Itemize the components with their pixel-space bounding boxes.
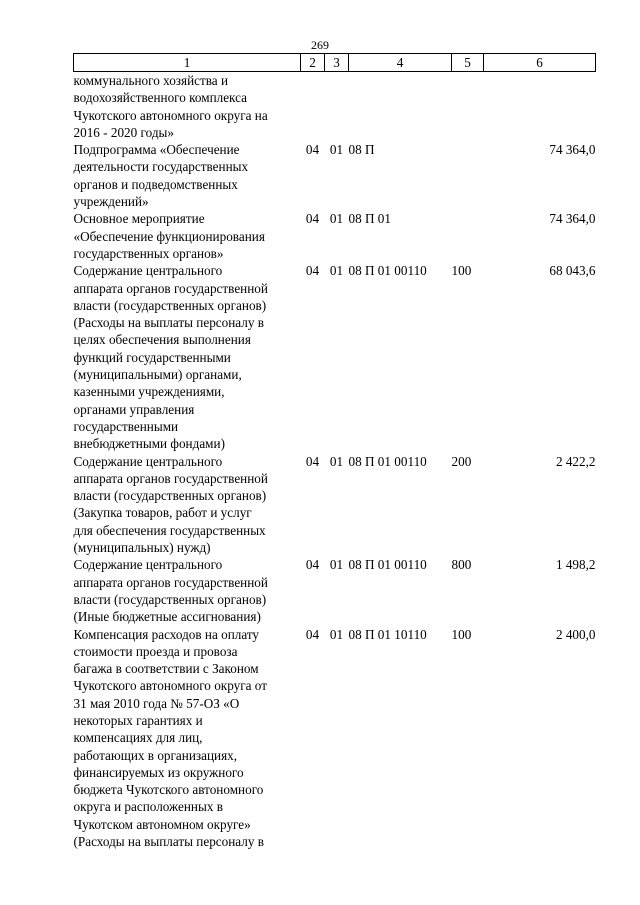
row-target: 08 П 01 00110 [348, 557, 427, 573]
column-header-name: 1 [74, 54, 301, 72]
row-amount: 1 498,2 [555, 557, 596, 573]
row-name: Основное мероприятие «Обеспечение функционирования государственных органов» [73, 211, 265, 261]
row-name: Содержание центрального аппарата органов государственной власти (государственных органов) (Иные бюджетные ассигнования) [73, 557, 268, 625]
row-target [349, 72, 452, 142]
row-expense-type [452, 141, 484, 210]
row-subsection: 01 [329, 142, 344, 158]
page-number: 269 [311, 38, 329, 52]
row-subsection [325, 72, 349, 142]
row-amount: 74 364,0 [549, 142, 596, 158]
row-amount: 74 364,0 [549, 211, 596, 227]
table-row [74, 626, 596, 851]
row-section: 04 [305, 557, 320, 573]
table-row [74, 453, 596, 557]
row-subsection: 01 [329, 453, 344, 469]
row-name: Содержание центрального аппарата органов государственной власти (государственных органов) (Закупка товаров, работ и услуг для обеспечения государственных (муниципальных) нужд) [73, 453, 268, 556]
row-expense-type: 200 [451, 453, 472, 469]
table-header-row [74, 54, 596, 72]
row-amount [484, 72, 596, 142]
column-header-subsection: 3 [325, 54, 349, 72]
row-amount: 2 422,2 [555, 453, 596, 469]
row-subsection: 01 [329, 211, 344, 227]
row-expense-type: 100 [451, 626, 472, 642]
row-section: 04 [305, 263, 320, 279]
column-header-target: 4 [349, 54, 452, 72]
row-amount: 68 043,6 [549, 263, 596, 279]
row-section: 04 [305, 453, 320, 469]
row-name: Содержание центрального аппарата органов государственной власти (государственных органов) (Расходы на выплаты персоналу в целях обеспечения выполнения функций государственными (муниципальными) органами, казенными учреждениями, органами управления государственными внебюджетными фондами) [73, 263, 268, 452]
row-target: 08 П 01 00110 [348, 453, 427, 469]
budget-table [73, 53, 596, 850]
row-section: 04 [305, 211, 320, 227]
row-expense-type [452, 72, 484, 142]
row-section: 04 [305, 142, 320, 158]
row-section [301, 72, 325, 142]
row-expense-type: 800 [451, 557, 472, 573]
row-subsection: 01 [329, 557, 344, 573]
row-name: Подпрограмма «Обеспечение деятельности государственных органов и подведомственных учреждений» [73, 142, 249, 210]
column-header-expense-type: 5 [452, 54, 484, 72]
row-name: коммунального хозяйства и водохозяйственного комплекса Чукотского автономного округа на 2016 - 2020 годы» [73, 73, 268, 140]
row-target: 08 П 01 00110 [348, 263, 427, 279]
table-row [74, 210, 596, 262]
row-name: Компенсация расходов на оплату стоимости проезда и провоза багажа в соответствии с Законом Чукотского автономного округа от 31 мая 2010 года № 57-ОЗ «О некоторых гарантиях и компенсациях для лиц, работающих в организациях, финансируемых из окружного бюджета Чукотского автономного округа и расположенных в Чукотском автономном округе» (Расходы на выплаты персоналу в [73, 626, 267, 850]
row-expense-type [452, 210, 484, 262]
column-header-amount: 6 [484, 54, 596, 72]
column-header-section: 2 [301, 54, 325, 72]
table-row [74, 556, 596, 625]
row-subsection: 01 [329, 626, 344, 642]
row-section: 04 [305, 626, 320, 642]
row-target: 08 П [348, 142, 375, 158]
row-target: 08 П 01 10110 [348, 626, 427, 642]
row-subsection: 01 [329, 263, 344, 279]
row-amount: 2 400,0 [555, 626, 596, 642]
row-expense-type: 100 [451, 263, 472, 279]
row-target: 08 П 01 [348, 211, 391, 227]
table-row [74, 141, 596, 210]
table-row [74, 262, 596, 452]
table-row [74, 72, 596, 142]
